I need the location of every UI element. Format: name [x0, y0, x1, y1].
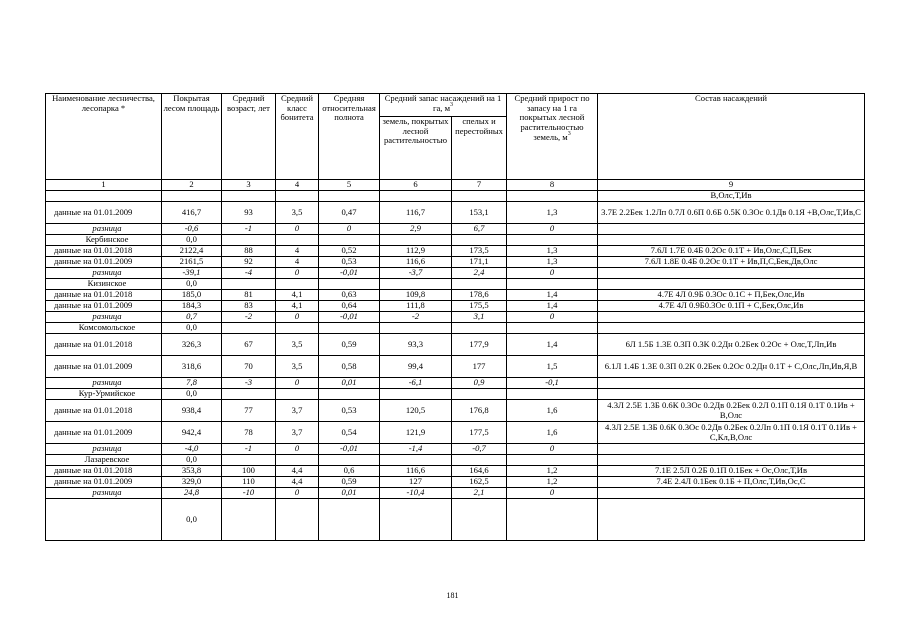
table-row: [46, 334, 865, 356]
cell-area: 329,0: [162, 477, 222, 488]
cell-composition: 4.7Е 4Л 0.9Б 0.3Ос 0.1С + П,Бек,Олс,Ив: [598, 290, 865, 301]
cell-age: 77: [222, 400, 276, 422]
cell-stock-mature: 178,6: [452, 290, 507, 301]
cell-composition: [598, 378, 865, 389]
cell-bonitet: 0: [276, 378, 319, 389]
cell-stock-mature: [452, 389, 507, 400]
cell-composition: 7.6Л 1.8Е 0.4Б 0.2Ос 0.1Т + Ив,П,С,Бек,Дв,Олс: [598, 257, 865, 268]
cell-stock-mature: 177,9: [452, 334, 507, 356]
cell-stock-covered: 2,9: [380, 224, 452, 235]
difference-row: [46, 268, 865, 279]
cell-bonitet: 3,5: [276, 334, 319, 356]
cell-density: [319, 323, 380, 334]
cell-stock-covered: 127: [380, 477, 452, 488]
cell-age: [222, 323, 276, 334]
header-relative-density: Средняя относительная полнота: [319, 94, 380, 180]
cell-composition: [598, 235, 865, 246]
section-row: [46, 455, 865, 466]
header-forestry-name: Наименование лесничества, лесопарка *: [46, 94, 162, 180]
cell-bonitet: 4: [276, 257, 319, 268]
cell-growth: 1,3: [507, 246, 598, 257]
cell-growth: 1,2: [507, 477, 598, 488]
section-row: [46, 235, 865, 246]
cell-bonitet: 0: [276, 488, 319, 499]
cell-name: Комсомольское: [46, 323, 162, 334]
cell-bonitet: 0: [276, 224, 319, 235]
cell-stock-mature: 6,7: [452, 224, 507, 235]
column-number: 4: [276, 180, 319, 191]
cell-stock-covered: [380, 455, 452, 466]
difference-row: [46, 378, 865, 389]
cell-name: разница: [46, 268, 162, 279]
cell-density: [319, 235, 380, 246]
header-stock-mature: спелых и перестойных: [452, 117, 507, 180]
cell-stock-mature: 171,1: [452, 257, 507, 268]
cell-name: Кербинское: [46, 235, 162, 246]
cell-stock-covered: 93,3: [380, 334, 452, 356]
cell-density: 0,01: [319, 378, 380, 389]
cell-density: 0,59: [319, 334, 380, 356]
cell-bonitet: 0: [276, 444, 319, 455]
cell-area: -4,0: [162, 444, 222, 455]
cell-growth: 0: [507, 488, 598, 499]
header-stock-group: Средний запас насаждений на 1 га, $м^3$: [380, 94, 507, 117]
cell-stock-covered: 99,4: [380, 356, 452, 378]
column-number: 7: [452, 180, 507, 191]
cell-stock-covered: -10,4: [380, 488, 452, 499]
table-row: [46, 422, 865, 444]
cell-age: [222, 191, 276, 202]
cell-composition: [598, 499, 865, 541]
cell-age: 100: [222, 466, 276, 477]
cell-name: данные на 01.01.2018: [46, 466, 162, 477]
cell-age: -1: [222, 444, 276, 455]
cell-density: 0,53: [319, 257, 380, 268]
cell-growth: 1,4: [507, 290, 598, 301]
table-row: [46, 202, 865, 224]
cell-growth: [507, 191, 598, 202]
cell-composition: 4.3Л 2.5Е 1.3Б 0.6К 0.3Ос 0.2Дв 0.2Бек 0.2Л 0.1П 0.1Я 0.1Т 0.1Ив + В,Олс: [598, 400, 865, 422]
table-row: [46, 356, 865, 378]
cell-growth: 1,3: [507, 202, 598, 224]
cell-density: [319, 499, 380, 541]
cell-composition: [598, 279, 865, 290]
cell-stock-mature: 0,9: [452, 378, 507, 389]
difference-row: [46, 312, 865, 323]
column-number: 8: [507, 180, 598, 191]
cell-age: 67: [222, 334, 276, 356]
cell-bonitet: 4,1: [276, 290, 319, 301]
cell-density: -0,01: [319, 268, 380, 279]
cell-bonitet: [276, 279, 319, 290]
difference-row: [46, 224, 865, 235]
cell-bonitet: [276, 455, 319, 466]
cell-name: данные на 01.01.2009: [46, 422, 162, 444]
cell-name: [46, 499, 162, 541]
cell-area: 318,6: [162, 356, 222, 378]
cell-composition: 4.7Е 4Л 0.9Б0.3Ос 0.1П + С,Бек,Олс,Ив: [598, 301, 865, 312]
cell-area: 0,7: [162, 312, 222, 323]
cell-area: 7,8: [162, 378, 222, 389]
cell-growth: [507, 235, 598, 246]
cell-composition: В,Олс,Т,Ив: [598, 191, 865, 202]
cell-stock-mature: [452, 499, 507, 541]
cell-stock-mature: 175,5: [452, 301, 507, 312]
column-number: 2: [162, 180, 222, 191]
cell-bonitet: [276, 389, 319, 400]
cell-stock-covered: -3,7: [380, 268, 452, 279]
table-body: [46, 191, 865, 541]
cell-density: [319, 389, 380, 400]
table-row: [46, 400, 865, 422]
cell-bonitet: [276, 235, 319, 246]
cell-area: 0,0: [162, 499, 222, 541]
cell-stock-mature: -0,7: [452, 444, 507, 455]
cell-growth: 1,6: [507, 422, 598, 444]
cell-stock-covered: 120,5: [380, 400, 452, 422]
cell-area: 326,3: [162, 334, 222, 356]
cell-composition: [598, 323, 865, 334]
cell-stock-covered: 112,9: [380, 246, 452, 257]
cell-age: [222, 499, 276, 541]
column-number: 3: [222, 180, 276, 191]
header-average-age: Средний возраст, лет: [222, 94, 276, 180]
cell-age: [222, 279, 276, 290]
cell-density: 0,01: [319, 488, 380, 499]
cell-name: разница: [46, 488, 162, 499]
cell-name: данные на 01.01.2009: [46, 257, 162, 268]
cell-stock-mature: 2,1: [452, 488, 507, 499]
column-number: 5: [319, 180, 380, 191]
cell-stock-covered: 116,7: [380, 202, 452, 224]
cell-age: 88: [222, 246, 276, 257]
cell-stock-covered: -1,4: [380, 444, 452, 455]
cell-area: 0,0: [162, 455, 222, 466]
cell-name: разница: [46, 224, 162, 235]
cell-bonitet: [276, 499, 319, 541]
cell-composition: 6.1Л 1.4Б 1.3Е 0.3П 0.2К 0.2Бек 0.2Ос 0.2Дн 0.1Т + С,Олс,Лп,Ив,Я,В: [598, 356, 865, 378]
cell-area: -0,6: [162, 224, 222, 235]
table-row: [46, 477, 865, 488]
cell-age: 81: [222, 290, 276, 301]
cell-bonitet: 0: [276, 312, 319, 323]
cell-age: 110: [222, 477, 276, 488]
column-number: 1: [46, 180, 162, 191]
cell-bonitet: 0: [276, 268, 319, 279]
cell-composition: 7.4Е 2.4Л 0.1Бек 0.1Б + П,Олс,Т,Ив,Ос,С: [598, 477, 865, 488]
cell-stock-covered: [380, 235, 452, 246]
cell-growth: [507, 279, 598, 290]
header-stock-covered-lands: земель, покрытых лесной растительностью: [380, 117, 452, 180]
cell-bonitet: 3,7: [276, 422, 319, 444]
cell-area: 0,0: [162, 279, 222, 290]
difference-row: [46, 488, 865, 499]
cell-area: 185,0: [162, 290, 222, 301]
cell-stock-mature: [452, 455, 507, 466]
cell-stock-covered: [380, 389, 452, 400]
cell-name: данные на 01.01.2018: [46, 400, 162, 422]
cell-composition: [598, 312, 865, 323]
cell-area: 2161,5: [162, 257, 222, 268]
cell-age: -2: [222, 312, 276, 323]
table-row: [46, 466, 865, 477]
cell-growth: 1,4: [507, 301, 598, 312]
section-row: [46, 279, 865, 290]
cell-composition: [598, 224, 865, 235]
cell-bonitet: 4,4: [276, 477, 319, 488]
cell-stock-mature: 177,5: [452, 422, 507, 444]
cell-density: [319, 279, 380, 290]
table-row: [46, 290, 865, 301]
cell-stock-covered: -6,1: [380, 378, 452, 389]
cell-name: данные на 01.01.2018: [46, 290, 162, 301]
cell-name: [46, 191, 162, 202]
cell-composition: 7.6Л 1.7Е 0.4Б 0.2Ос 0.1Т + Ив,Олс,С,П,Бек: [598, 246, 865, 257]
cell-growth: [507, 455, 598, 466]
difference-row: [46, 444, 865, 455]
cell-stock-covered: [380, 191, 452, 202]
header-average-growth: Средний прирост по запасу на 1 га покрытых лесной растительностью земель, $м^3$: [507, 94, 598, 180]
section-row: [46, 389, 865, 400]
cell-density: -0,01: [319, 444, 380, 455]
cell-name: разница: [46, 444, 162, 455]
cell-growth: 1,4: [507, 334, 598, 356]
cell-stock-covered: 121,9: [380, 422, 452, 444]
cell-age: -3: [222, 378, 276, 389]
cell-name: данные на 01.01.2009: [46, 356, 162, 378]
column-number-row: [46, 180, 865, 191]
table-row: [46, 257, 865, 268]
cell-name: разница: [46, 312, 162, 323]
cell-area: 938,4: [162, 400, 222, 422]
cell-growth: [507, 323, 598, 334]
column-number: 9: [598, 180, 865, 191]
cell-composition: [598, 268, 865, 279]
cell-age: -1: [222, 224, 276, 235]
cell-composition: 3.7Е 2.2Бек 1.2Лп 0.7Л 0.6П 0.6Б 0.5К 0.3Ос 0.1Дв 0.1Я +В,Олс,Т,Ив,С: [598, 202, 865, 224]
cell-age: 93: [222, 202, 276, 224]
cell-bonitet: 3,5: [276, 202, 319, 224]
cell-area: 0,0: [162, 235, 222, 246]
cell-stock-mature: 177: [452, 356, 507, 378]
cell-bonitet: 4,4: [276, 466, 319, 477]
cell-growth: 1,5: [507, 356, 598, 378]
cell-density: 0,58: [319, 356, 380, 378]
cell-composition: [598, 488, 865, 499]
cell-stock-covered: 111,8: [380, 301, 452, 312]
cell-age: [222, 235, 276, 246]
cell-stock-mature: 164,6: [452, 466, 507, 477]
cell-growth: 1,2: [507, 466, 598, 477]
cell-name: Лазаревское: [46, 455, 162, 466]
cell-stock-covered: [380, 323, 452, 334]
cell-bonitet: 4: [276, 246, 319, 257]
header-bonitet-class: Средний класс бонитета: [276, 94, 319, 180]
cell-composition: 7.1Е 2.5Л 0.2Б 0.1П 0.1Бек + Ос,Олс,Т,Ив: [598, 466, 865, 477]
header-stand-composition: Состав насаждений: [598, 94, 865, 180]
page-number: 181: [446, 591, 459, 600]
cell-name: данные на 01.01.2009: [46, 202, 162, 224]
cell-density: 0: [319, 224, 380, 235]
cell-age: 70: [222, 356, 276, 378]
cell-growth: 0: [507, 268, 598, 279]
cell-age: 78: [222, 422, 276, 444]
section-row: [46, 323, 865, 334]
cell-bonitet: 4,1: [276, 301, 319, 312]
cell-area: 0,0: [162, 323, 222, 334]
cell-stock-mature: 162,5: [452, 477, 507, 488]
cell-name: данные на 01.01.2018: [46, 334, 162, 356]
cell-stock-covered: 116,6: [380, 257, 452, 268]
cell-area: 353,8: [162, 466, 222, 477]
cell-stock-mature: [452, 279, 507, 290]
cell-growth: -0,1: [507, 378, 598, 389]
cell-name: разница: [46, 378, 162, 389]
cell-density: 0,47: [319, 202, 380, 224]
cell-age: 83: [222, 301, 276, 312]
cell-area: 416,7: [162, 202, 222, 224]
table-row: [46, 499, 865, 541]
cell-composition: [598, 444, 865, 455]
cell-stock-mature: [452, 323, 507, 334]
cell-stock-mature: [452, 235, 507, 246]
cell-age: [222, 389, 276, 400]
cell-density: 0,59: [319, 477, 380, 488]
forest-stand-table: [45, 93, 865, 541]
cell-growth: 1,3: [507, 257, 598, 268]
column-number: 6: [380, 180, 452, 191]
cell-composition: 4.3Л 2.5Е 1.3Б 0.6К 0.3Ос 0.2Дв 0.2Бек 0.2Лп 0.1П 0.1Я 0.1Т 0.1Ив + С,Кл,В,Олс: [598, 422, 865, 444]
cell-stock-covered: 116,6: [380, 466, 452, 477]
cell-area: [162, 191, 222, 202]
table-row: [46, 246, 865, 257]
cell-density: 0,53: [319, 400, 380, 422]
table-row: [46, 191, 865, 202]
cell-stock-covered: -2: [380, 312, 452, 323]
cell-growth: 0: [507, 444, 598, 455]
cell-density: 0,63: [319, 290, 380, 301]
cell-stock-covered: [380, 279, 452, 290]
cell-stock-covered: [380, 499, 452, 541]
cell-area: -39,1: [162, 268, 222, 279]
cell-age: [222, 455, 276, 466]
cell-age: 92: [222, 257, 276, 268]
cell-age: -4: [222, 268, 276, 279]
cell-name: данные на 01.01.2009: [46, 477, 162, 488]
cell-stock-mature: 153,1: [452, 202, 507, 224]
cell-area: 184,3: [162, 301, 222, 312]
cell-composition: [598, 455, 865, 466]
cell-stock-covered: 109,8: [380, 290, 452, 301]
cell-stock-mature: 176,8: [452, 400, 507, 422]
cell-bonitet: 3,5: [276, 356, 319, 378]
cell-name: Кур-Урмийское: [46, 389, 162, 400]
cell-bonitet: [276, 191, 319, 202]
cell-growth: [507, 499, 598, 541]
cell-area: 2122,4: [162, 246, 222, 257]
cell-area: 24,8: [162, 488, 222, 499]
cell-stock-mature: 2,4: [452, 268, 507, 279]
cell-density: 0,64: [319, 301, 380, 312]
cell-bonitet: 3,7: [276, 400, 319, 422]
cell-stock-mature: [452, 191, 507, 202]
cell-density: 0,52: [319, 246, 380, 257]
cell-density: [319, 455, 380, 466]
cell-area: 0,0: [162, 389, 222, 400]
cell-growth: [507, 389, 598, 400]
cell-density: 0,6: [319, 466, 380, 477]
cell-composition: 6Л 1.5Б 1.3Е 0.3П 0.3К 0.2Дн 0.2Бек 0.2Ос + Олс,Т,Лп,Ив: [598, 334, 865, 356]
cell-bonitet: [276, 323, 319, 334]
header-forested-area: Покрытая лесом площадь: [162, 94, 222, 180]
cell-growth: 0: [507, 312, 598, 323]
cell-stock-mature: 3,1: [452, 312, 507, 323]
cell-density: [319, 191, 380, 202]
cell-growth: 0: [507, 224, 598, 235]
cell-growth: 1,6: [507, 400, 598, 422]
cell-name: данные на 01.01.2009: [46, 301, 162, 312]
cell-name: данные на 01.01.2018: [46, 246, 162, 257]
table-row: [46, 301, 865, 312]
cell-composition: [598, 389, 865, 400]
cell-age: -10: [222, 488, 276, 499]
cell-density: 0,54: [319, 422, 380, 444]
cell-density: -0,01: [319, 312, 380, 323]
cell-stock-mature: 173,5: [452, 246, 507, 257]
cell-name: Кизинское: [46, 279, 162, 290]
cell-area: 942,4: [162, 422, 222, 444]
